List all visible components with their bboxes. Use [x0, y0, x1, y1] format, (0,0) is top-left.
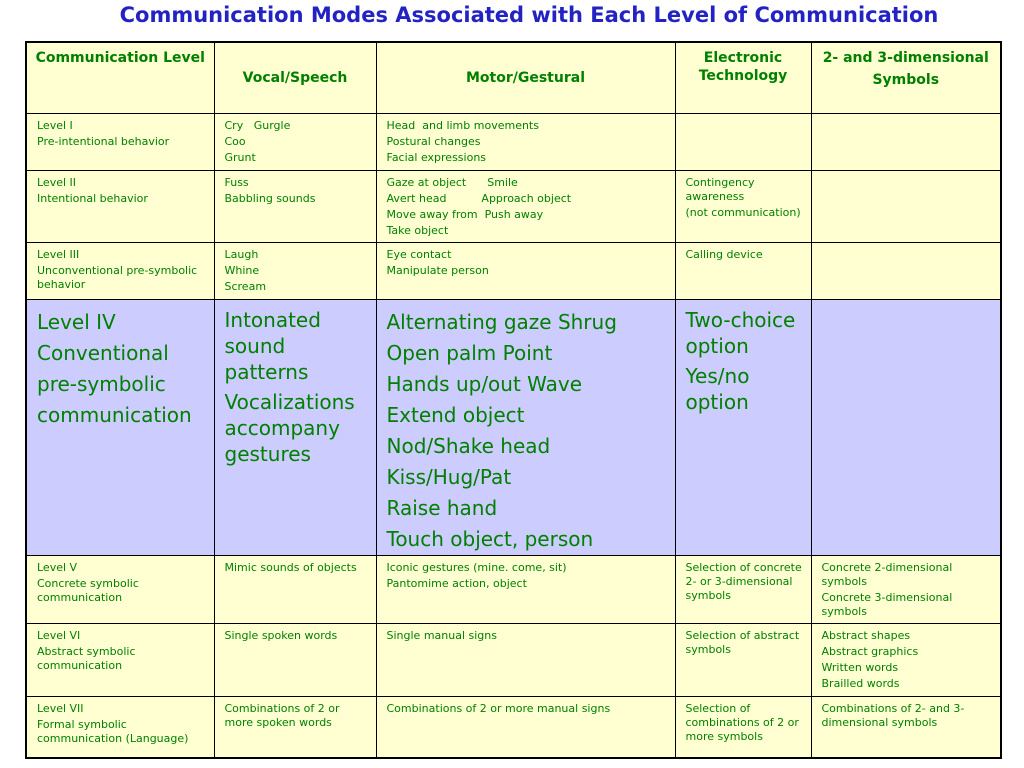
- electronic-cell: [675, 299, 811, 555]
- motor-pair: [387, 307, 667, 338]
- motor-cell: [376, 696, 675, 758]
- header-motor: Motor/Gestural: [376, 42, 675, 113]
- motor-text: Single manual signs: [386, 628, 497, 642]
- electronic-cell: [675, 696, 811, 758]
- motor-cell: [376, 170, 675, 242]
- vocal-text: Babbling sounds: [224, 191, 316, 205]
- electronic-text: Yes/no option: [685, 363, 750, 414]
- vocal-cell: [214, 696, 376, 758]
- electronic-text: Two-choice option: [685, 307, 796, 358]
- level-text: pre-symbolic: [37, 371, 166, 396]
- motor-text: Extend object: [386, 402, 525, 427]
- motor-text: Facial expressions: [386, 150, 487, 164]
- level-text: Level I: [37, 118, 73, 132]
- motor-text: Combinations of 2 or more manual signs: [386, 701, 611, 715]
- motor-text: Touch object, person: [386, 526, 594, 551]
- symbols-text: Brailled words: [821, 676, 900, 690]
- vocal-text: Vocalizations accompany gestures: [224, 389, 355, 466]
- vocal-text: Coo: [224, 134, 246, 148]
- symbols-cell: [811, 696, 1001, 758]
- level-text: Level VII: [37, 701, 84, 715]
- motor-text: Hands up/out: [386, 371, 521, 396]
- level-text: Level III: [37, 247, 80, 261]
- header-level: Communication Level: [26, 42, 214, 113]
- vocal-cell: [214, 299, 376, 555]
- level-text: Pre-intentional behavior: [37, 134, 170, 148]
- page-title: Communication Modes Associated with Each Level of Communication: [119, 3, 939, 27]
- motor-cell: [376, 242, 675, 299]
- electronic-text: Contingency awareness: [685, 175, 755, 203]
- electronic-cell: [675, 555, 811, 623]
- header-symbols-line2: Symbols: [872, 72, 940, 88]
- level-cell: [26, 696, 214, 758]
- symbols-text: Concrete 2-dimensional symbols: [821, 560, 953, 588]
- symbols-text: Combinations of 2- and 3-dimensional symbols: [821, 701, 965, 729]
- vocal-text: Cry Gurgle: [224, 118, 291, 132]
- motor-text: Nod/Shake head: [386, 433, 551, 458]
- motor-cell: [376, 623, 675, 696]
- vocal-text: Grunt: [224, 150, 256, 164]
- level-cell: [26, 170, 214, 242]
- table-row-highlighted: [26, 299, 1001, 555]
- vocal-text: Fuss: [224, 175, 249, 189]
- level-cell: [26, 623, 214, 696]
- motor-cell: [376, 299, 675, 555]
- symbols-cell: [811, 113, 1001, 170]
- level-text: Level VI: [37, 628, 81, 642]
- vocal-cell: [214, 113, 376, 170]
- motor-text: Head and limb movements: [386, 118, 539, 132]
- motor-text: Shrug: [557, 309, 617, 334]
- symbols-text: Written words: [821, 660, 899, 674]
- header-row: [26, 42, 1001, 113]
- header-electronic: Electronic Technology: [675, 42, 811, 113]
- vocal-cell: [214, 555, 376, 623]
- electronic-cell: [675, 113, 811, 170]
- electronic-text: Selection of abstract symbols: [685, 628, 800, 656]
- vocal-cell: [214, 242, 376, 299]
- header-symbols: [811, 42, 1001, 113]
- table-row: [26, 113, 1001, 170]
- level-text: Intentional behavior: [37, 191, 148, 205]
- motor-text: Manipulate person: [386, 263, 489, 277]
- motor-text: Alternating gaze: [386, 309, 552, 334]
- vocal-text: Whine: [224, 263, 260, 277]
- symbols-text: Abstract shapes: [821, 628, 911, 642]
- level-text: Formal symbolic communication (Language): [37, 717, 189, 745]
- motor-cell: [376, 555, 675, 623]
- level-text: Abstract symbolic communication: [37, 644, 136, 672]
- symbols-text: Concrete 3-dimensional symbols: [821, 590, 953, 618]
- vocal-cell: [214, 623, 376, 696]
- vocal-text: Intonated sound patterns: [224, 307, 321, 384]
- motor-text: Wave: [527, 371, 583, 396]
- motor-text: Postural changes: [386, 134, 481, 148]
- vocal-text: Single spoken words: [224, 628, 338, 642]
- level-cell: [26, 299, 214, 555]
- motor-text: Iconic gestures (mine. come, sit): [386, 560, 567, 574]
- vocal-text: Combinations of 2 or more spoken words: [224, 701, 340, 729]
- motor-pair: [387, 369, 667, 400]
- symbols-cell: [811, 555, 1001, 623]
- motor-pair: [387, 338, 667, 369]
- level-text: Concrete symbolic communication: [37, 576, 139, 604]
- table-row: [26, 555, 1001, 623]
- symbols-cell: [811, 242, 1001, 299]
- symbols-cell: [811, 299, 1001, 555]
- motor-text: Pantomime action, object: [386, 576, 527, 590]
- electronic-cell: [675, 242, 811, 299]
- motor-text: Move away from Push away: [386, 207, 544, 221]
- level-text: Level V: [37, 560, 78, 574]
- motor-text: Take object: [386, 223, 449, 237]
- symbols-cell: [811, 170, 1001, 242]
- level-cell: [26, 242, 214, 299]
- header-vocal: Vocal/Speech: [214, 42, 376, 113]
- table-row: [26, 696, 1001, 758]
- table-row: [26, 242, 1001, 299]
- vocal-text: Scream: [224, 279, 267, 293]
- level-text: communication: [37, 402, 192, 427]
- level-text: Unconventional pre-symbolic behavior: [37, 263, 198, 291]
- motor-text: Kiss/Hug/Pat: [386, 464, 512, 489]
- electronic-text: Calling device: [685, 247, 763, 261]
- electronic-text: Selection of concrete 2- or 3-dimensional symbols: [685, 560, 802, 602]
- level-text: Level II: [37, 175, 77, 189]
- motor-text: Raise hand: [386, 495, 498, 520]
- table-row: [26, 623, 1001, 696]
- electronic-cell: [675, 623, 811, 696]
- header-symbols-line1: 2- and 3-dimensional: [822, 50, 989, 66]
- motor-cell: [376, 113, 675, 170]
- vocal-cell: [214, 170, 376, 242]
- level-cell: [26, 555, 214, 623]
- symbols-cell: [811, 623, 1001, 696]
- electronic-cell: [675, 170, 811, 242]
- vocal-text: Laugh: [224, 247, 259, 261]
- motor-text: Gaze at object Smile: [386, 175, 518, 189]
- electronic-text: Selection of combinations of 2 or more symbols: [685, 701, 799, 743]
- communication-table: [25, 41, 1002, 759]
- motor-text: Avert head Approach object: [386, 191, 572, 205]
- vocal-text: Mimic sounds of objects: [224, 560, 357, 574]
- motor-text: Open palm: [386, 340, 497, 365]
- level-text: Conventional: [37, 340, 169, 365]
- motor-text: Eye contact: [386, 247, 452, 261]
- symbols-text: Abstract graphics: [821, 644, 919, 658]
- table-row: [26, 170, 1001, 242]
- level-cell: [26, 113, 214, 170]
- level-text: Level IV: [37, 309, 116, 334]
- electronic-text: (not communication): [685, 205, 801, 219]
- motor-text: Point: [502, 340, 553, 365]
